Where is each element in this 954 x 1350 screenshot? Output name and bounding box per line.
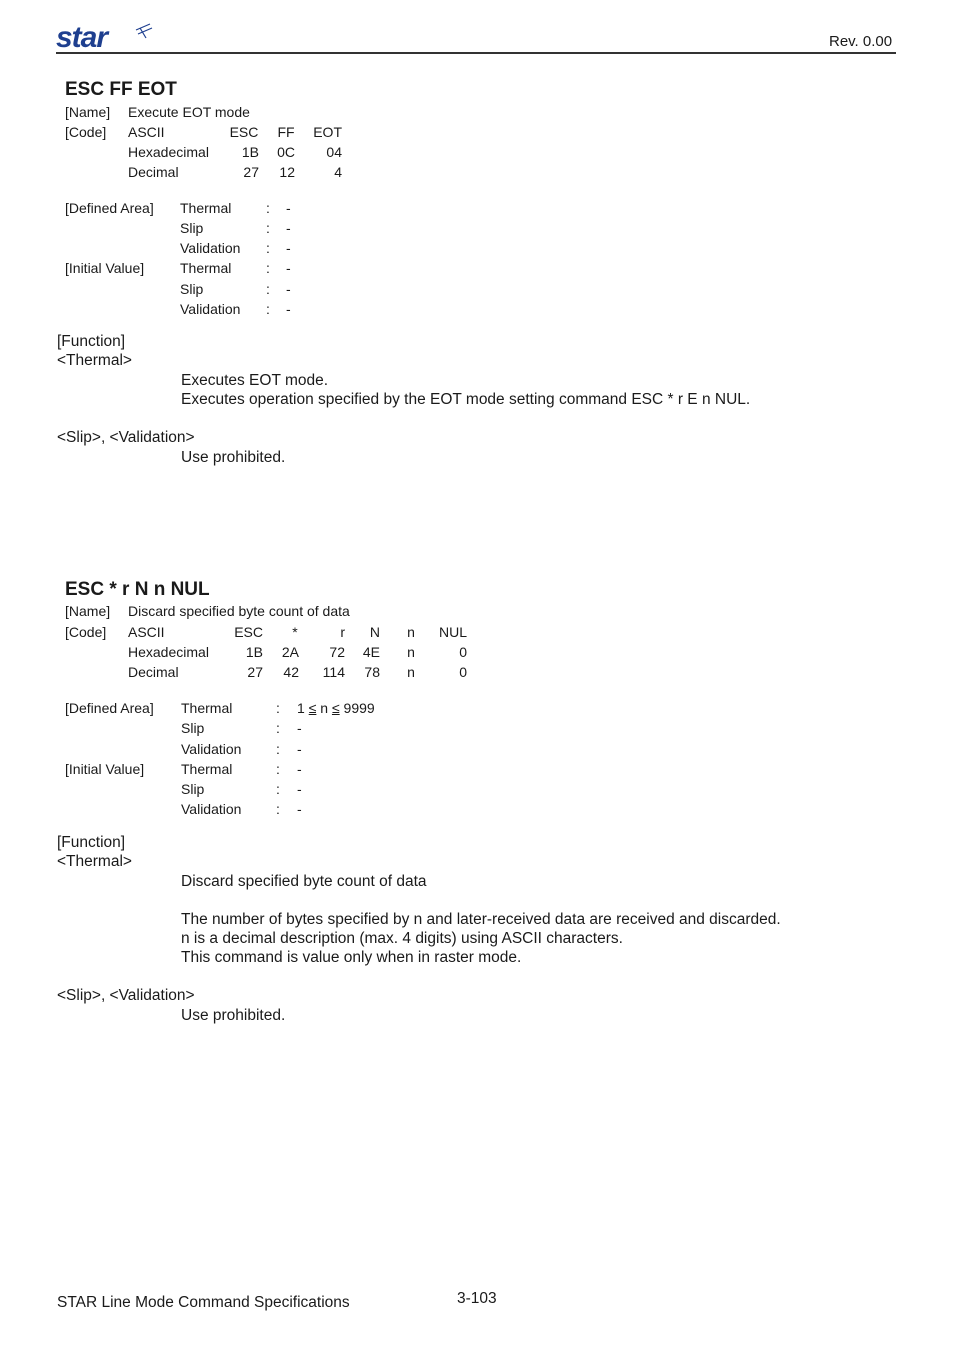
name-value: Discard specified byte count of data — [128, 603, 350, 619]
section-title: ESC FF EOT — [65, 79, 177, 100]
code-cell: 4E — [362, 644, 380, 660]
mode-value: - — [286, 240, 291, 256]
function-label: [Function] — [57, 834, 126, 851]
mode-value: - — [286, 301, 291, 317]
separator: : — [276, 700, 280, 716]
code-cell: 4 — [334, 164, 342, 180]
logo-text: star — [56, 22, 108, 52]
code-cell: 114 — [322, 664, 345, 680]
separator: : — [266, 281, 270, 297]
mode-label: Slip — [180, 281, 204, 297]
function-text: n is a decimal description (max. 4 digits) using ASCII characters. — [181, 930, 623, 947]
defined-area-label: [Defined Area] — [65, 700, 154, 716]
mode-value: - — [297, 720, 302, 736]
code-cell: FF — [277, 124, 295, 140]
code-cell: EOT — [313, 124, 342, 140]
function-text: Executes operation specified by the EOT mode setting command ESC * r E n NUL. — [181, 391, 751, 408]
code-row-label: ASCII — [128, 124, 165, 140]
mode-value: - — [286, 260, 291, 276]
code-cell: 27 — [247, 664, 263, 680]
revision: Rev. 0.00 — [829, 33, 893, 50]
mode-value: - — [286, 220, 291, 236]
mode-value: 1 ≤ n ≤ 9999 — [297, 700, 375, 716]
code-cell: 0 — [459, 644, 467, 660]
code-row-label: Hexadecimal — [128, 644, 209, 660]
code-row-label: ASCII — [128, 624, 165, 640]
slip-validation-text: Use prohibited. — [181, 1007, 286, 1024]
code-row-label: Hexadecimal — [128, 144, 209, 160]
code-row-label: Decimal — [128, 664, 179, 680]
separator: : — [266, 220, 270, 236]
separator: : — [266, 301, 270, 317]
page-number: 3-103 — [457, 1290, 497, 1307]
code-label: [Code] — [65, 624, 107, 640]
footer-doc-title: STAR Line Mode Command Specifications — [57, 1294, 350, 1311]
code-cell: NUL — [438, 624, 467, 640]
separator: : — [276, 761, 280, 777]
separator: : — [276, 801, 280, 817]
code-cell: N — [369, 624, 380, 640]
mode-label: Validation — [181, 741, 242, 757]
name-label: [Name] — [65, 104, 111, 120]
mode-value: - — [297, 801, 302, 817]
code-cell: 04 — [326, 144, 342, 160]
mode-value: - — [297, 741, 302, 757]
mode-label: Thermal — [181, 761, 233, 777]
mode-value: - — [286, 281, 291, 297]
code-cell: 1B — [245, 644, 263, 660]
code-cell: 0C — [277, 144, 295, 160]
slip-validation-label: <Slip>, <Validation> — [57, 987, 195, 1004]
function-text: This command is value only when in raster mode. — [181, 949, 522, 966]
code-cell: 2A — [281, 644, 299, 660]
mode-value: - — [297, 761, 302, 777]
code-cell: 42 — [283, 664, 299, 680]
mode-label: Validation — [180, 240, 241, 256]
code-cell: 0 — [459, 664, 467, 680]
separator: : — [276, 741, 280, 757]
code-cell: n — [407, 644, 415, 660]
separator: : — [276, 781, 280, 797]
name-value: Execute EOT mode — [128, 104, 250, 120]
code-label: [Code] — [65, 124, 107, 140]
mode-label: Validation — [180, 301, 241, 317]
mode-value: - — [286, 200, 291, 216]
mode-label: Thermal — [181, 700, 233, 716]
mode-label: Validation — [181, 801, 242, 817]
code-cell: 1B — [241, 144, 259, 160]
code-cell: 78 — [364, 664, 380, 680]
code-cell: 72 — [329, 644, 345, 660]
mode-label: Thermal — [180, 200, 232, 216]
code-cell: r — [340, 624, 345, 640]
function-label: [Function] — [57, 333, 126, 350]
initial-value-label: [Initial Value] — [65, 260, 145, 276]
code-cell: n — [407, 664, 415, 680]
code-cell: ESC — [234, 624, 263, 640]
thermal-label: <Thermal> — [57, 853, 132, 870]
mode-label: Slip — [180, 220, 204, 236]
separator: : — [266, 260, 270, 276]
name-label: [Name] — [65, 603, 111, 619]
function-text: The number of bytes specified by n and later-received data are received and discarded. — [181, 911, 781, 928]
mode-value: - — [297, 781, 302, 797]
thermal-label: <Thermal> — [57, 352, 132, 369]
separator: : — [266, 240, 270, 256]
slip-validation-text: Use prohibited. — [181, 449, 286, 466]
star-logo — [56, 22, 154, 52]
mode-label: Thermal — [180, 260, 232, 276]
function-text: Discard specified byte count of data — [181, 873, 427, 890]
mode-label: Slip — [181, 781, 205, 797]
code-cell: 12 — [279, 164, 295, 180]
header-rule — [56, 52, 896, 54]
code-cell: 27 — [243, 164, 259, 180]
slip-validation-label: <Slip>, <Validation> — [57, 429, 195, 446]
section-title: ESC * r N n NUL — [65, 579, 210, 600]
code-cell: n — [407, 624, 415, 640]
separator: : — [276, 720, 280, 736]
separator: : — [266, 200, 270, 216]
code-cell: ESC — [229, 124, 259, 140]
function-text: Executes EOT mode. — [181, 372, 329, 389]
code-cell: * — [292, 624, 298, 640]
initial-value-label: [Initial Value] — [65, 761, 145, 777]
code-row-label: Decimal — [128, 164, 179, 180]
mode-label: Slip — [181, 720, 205, 736]
defined-area-label: [Defined Area] — [65, 200, 154, 216]
